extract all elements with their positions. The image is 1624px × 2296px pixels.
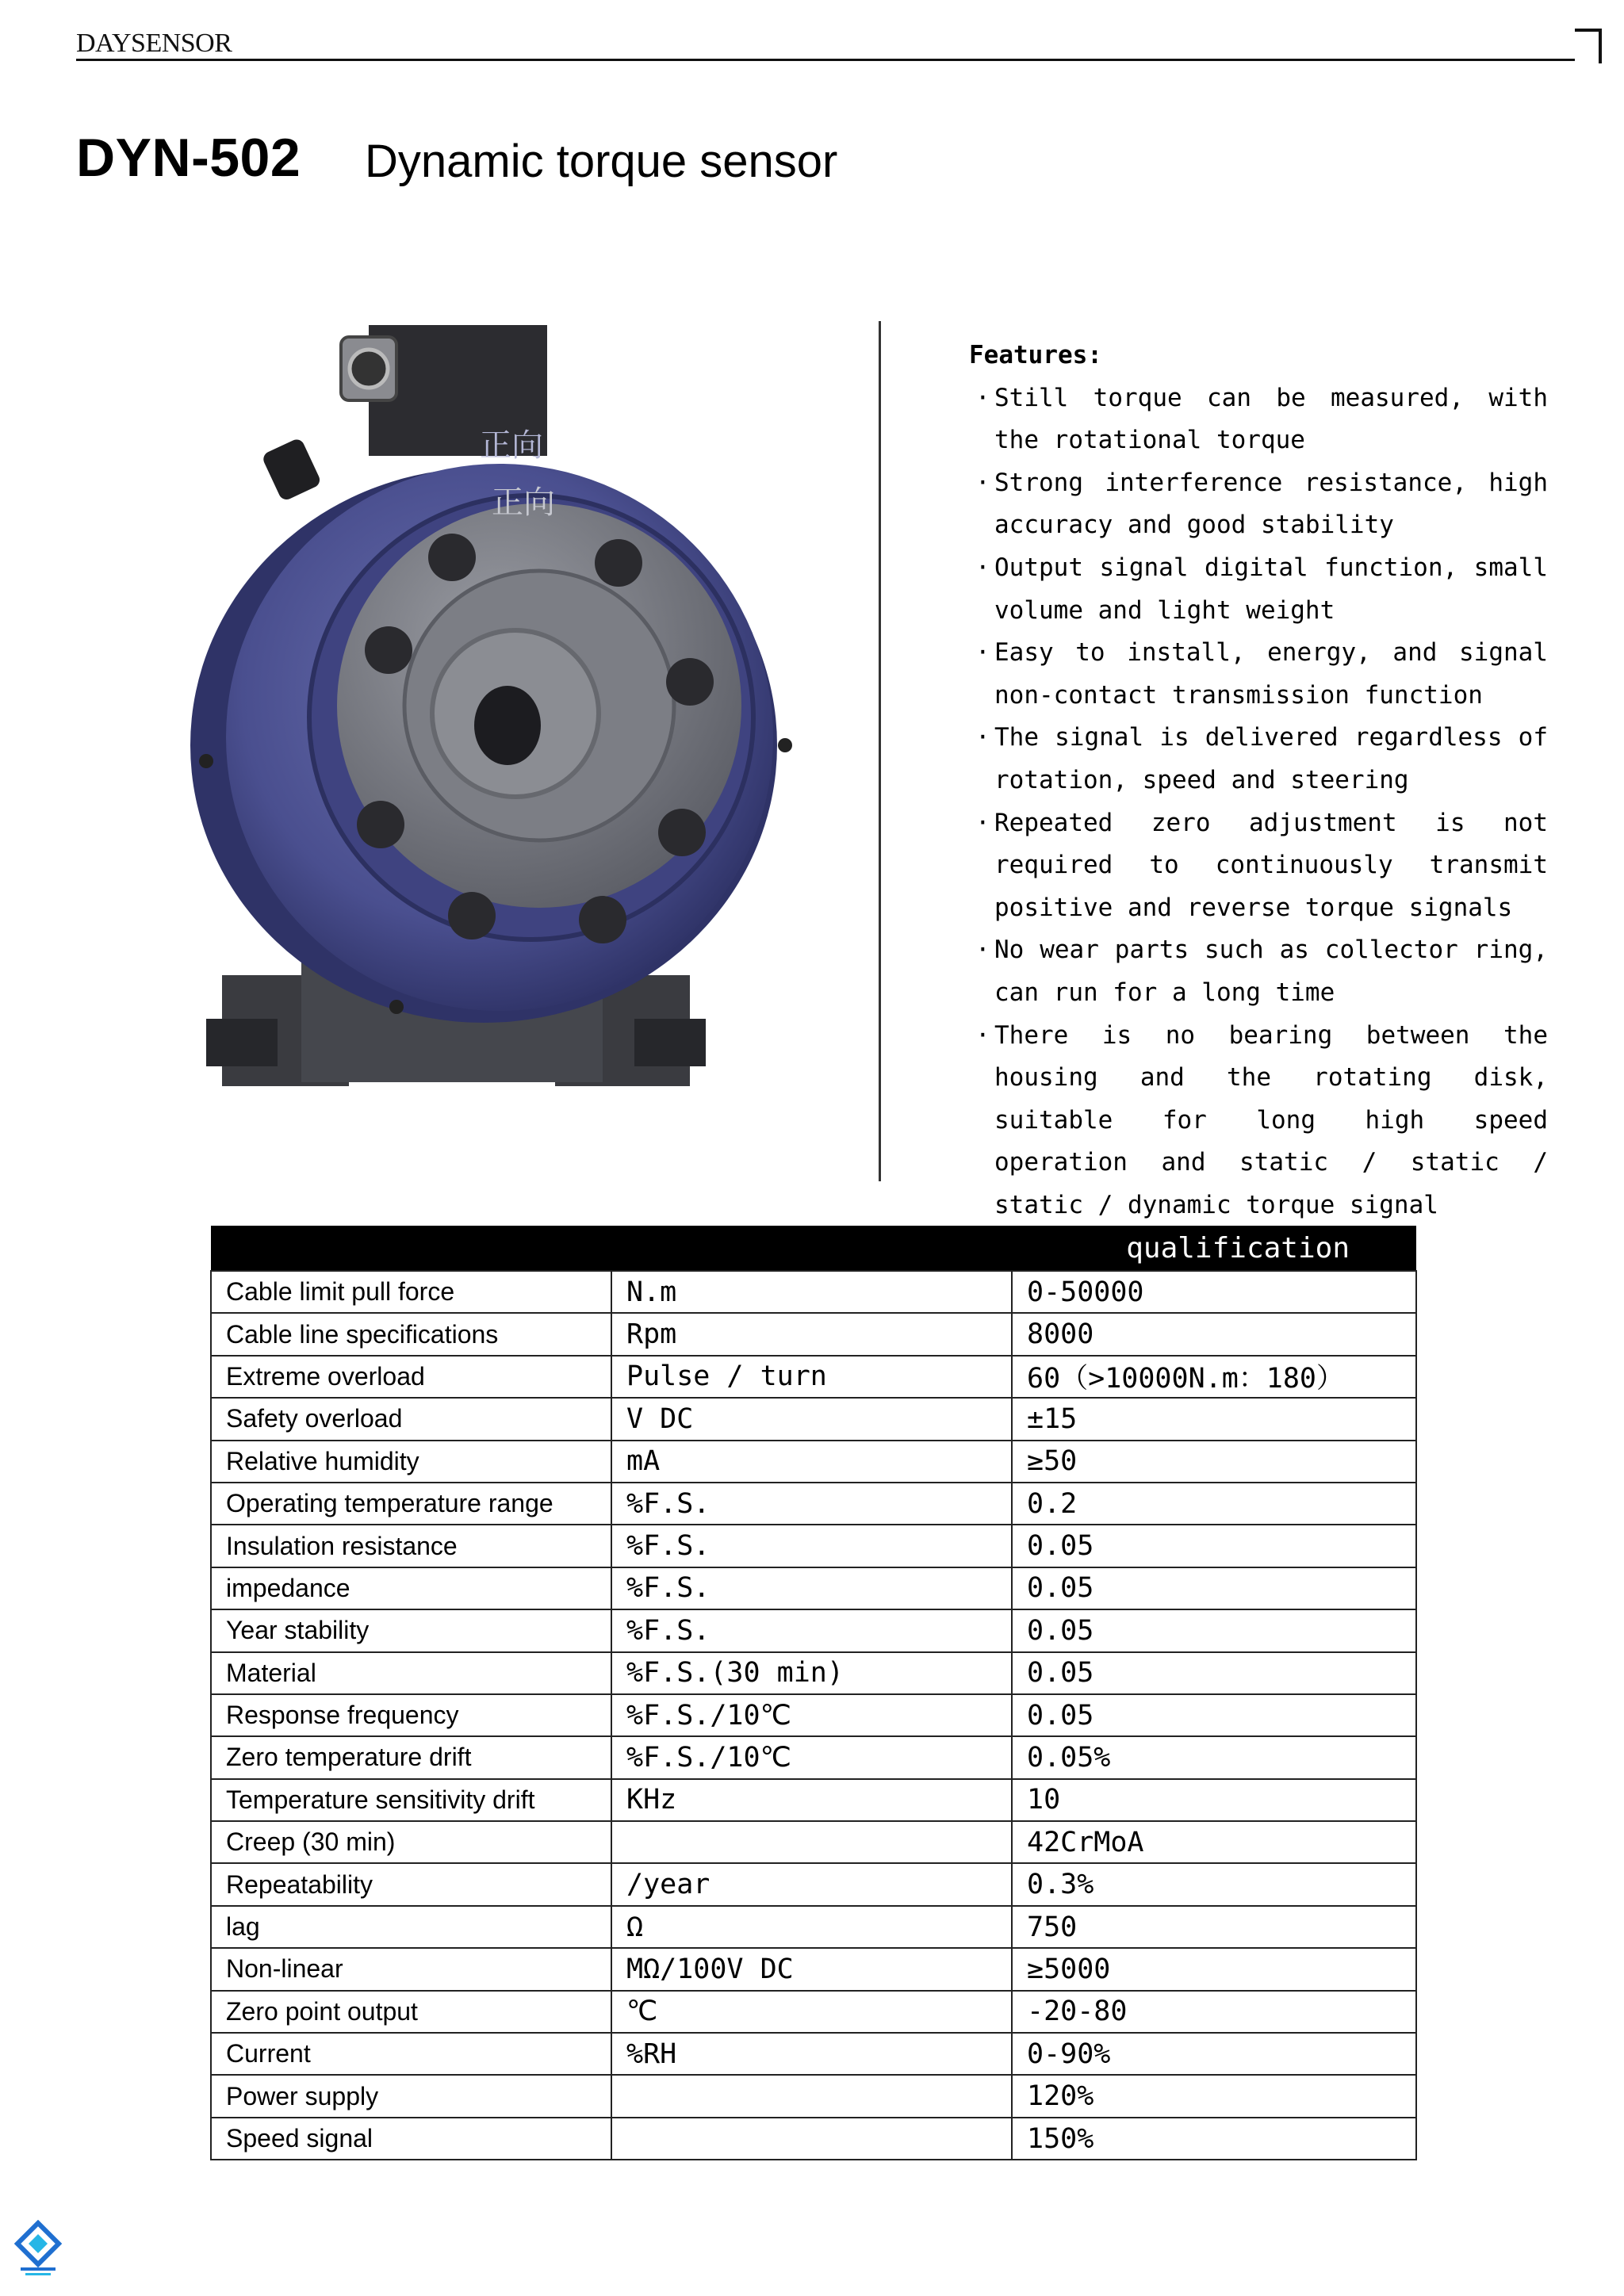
value-cell: 0.05% bbox=[1012, 1736, 1416, 1778]
value-cell: ≥50 bbox=[1012, 1441, 1416, 1483]
table-row bbox=[211, 1271, 1416, 1313]
unit-cell: mA bbox=[611, 1441, 1012, 1483]
value-cell: 0-90% bbox=[1012, 2033, 1416, 2075]
feature-item bbox=[969, 929, 1548, 1014]
unit-cell: %F.S. bbox=[611, 1609, 1012, 1651]
unit-cell: N.m bbox=[611, 1271, 1012, 1313]
table-row bbox=[211, 1356, 1416, 1398]
feature-item bbox=[969, 377, 1548, 462]
table-row bbox=[211, 1863, 1416, 1905]
unit-cell: Rpm bbox=[611, 1313, 1012, 1355]
value-cell: 0.3% bbox=[1012, 1863, 1416, 1905]
bullet-icon: · bbox=[975, 638, 990, 668]
param-cell: Current bbox=[211, 2033, 611, 2075]
header-rule bbox=[76, 59, 1575, 61]
table-row bbox=[211, 1609, 1416, 1651]
value-cell: 150% bbox=[1012, 2118, 1416, 2160]
value-cell: 60（>10000N.m：180） bbox=[1012, 1356, 1416, 1398]
feature-item bbox=[969, 802, 1548, 930]
model-number: DYN-502 bbox=[76, 128, 301, 188]
direction-label-bottom: 正向 bbox=[492, 484, 555, 521]
unit-cell: %F.S. bbox=[611, 1567, 1012, 1609]
param-cell: Year stability bbox=[211, 1609, 611, 1651]
param-cell: Cable limit pull force bbox=[211, 1271, 611, 1313]
param-cell: Speed signal bbox=[211, 2118, 611, 2160]
company-logo-icon bbox=[14, 2220, 62, 2277]
bullet-icon: · bbox=[975, 808, 990, 837]
value-cell: 10 bbox=[1012, 1779, 1416, 1821]
value-cell: 8000 bbox=[1012, 1313, 1416, 1355]
product-title: Dynamic torque sensor bbox=[365, 136, 838, 187]
param-cell: Relative humidity bbox=[211, 1441, 611, 1483]
param-cell: Extreme overload bbox=[211, 1356, 611, 1398]
param-cell: impedance bbox=[211, 1567, 611, 1609]
value-cell: -20-80 bbox=[1012, 1991, 1416, 2033]
brand-name: DAYSENSOR bbox=[76, 29, 232, 58]
table-row bbox=[211, 1821, 1416, 1863]
table-row bbox=[211, 2075, 1416, 2117]
unit-cell: %F.S. bbox=[611, 1525, 1012, 1567]
feature-item bbox=[969, 1015, 1548, 1227]
table-row bbox=[211, 2118, 1416, 2160]
feature-item bbox=[969, 717, 1548, 802]
bullet-icon: · bbox=[975, 1020, 990, 1050]
param-cell: Safety overload bbox=[211, 1398, 611, 1440]
direction-label-top: 正向 bbox=[480, 427, 543, 464]
value-cell: ≥5000 bbox=[1012, 1948, 1416, 1990]
value-cell: 0.05 bbox=[1012, 1652, 1416, 1694]
value-cell: 42CrMoA bbox=[1012, 1821, 1416, 1863]
table-row bbox=[211, 1525, 1416, 1567]
feature-text: Repeated zero adjustment is not required to continuously transmit positive and reverse torque signals bbox=[994, 808, 1548, 922]
spec-table-header: qualification bbox=[211, 1226, 1416, 1271]
unit-cell bbox=[611, 2075, 1012, 2117]
value-cell: 0-50000 bbox=[1012, 1271, 1416, 1313]
table-row bbox=[211, 1313, 1416, 1355]
bullet-icon: · bbox=[975, 553, 990, 582]
feature-item bbox=[969, 632, 1548, 717]
table-row bbox=[211, 1567, 1416, 1609]
table-row bbox=[211, 1483, 1416, 1525]
product-photo bbox=[159, 305, 793, 1146]
bullet-icon: · bbox=[975, 383, 990, 412]
unit-cell: V DC bbox=[611, 1398, 1012, 1440]
bullet-icon: · bbox=[975, 936, 990, 965]
param-cell: Zero temperature drift bbox=[211, 1736, 611, 1778]
value-cell: 0.05 bbox=[1012, 1525, 1416, 1567]
unit-cell: MΩ/100V DC bbox=[611, 1948, 1012, 1990]
table-row bbox=[211, 1906, 1416, 1948]
feature-item bbox=[969, 547, 1548, 632]
column-divider bbox=[879, 321, 881, 1181]
param-cell: Non-linear bbox=[211, 1948, 611, 1990]
feature-text: There is no bearing between the housing and the rotating disk, suitable for long high speed operation and static / static / static / dynamic torque signal bbox=[994, 1020, 1548, 1219]
unit-cell: Ω bbox=[611, 1906, 1012, 1948]
feature-item bbox=[969, 462, 1548, 547]
feature-text: Output signal digital function, small volume and light weight bbox=[994, 553, 1548, 625]
param-cell: Creep (30 min) bbox=[211, 1821, 611, 1863]
unit-cell: %F.S./10℃ bbox=[611, 1694, 1012, 1736]
unit-cell: %F.S./10℃ bbox=[611, 1736, 1012, 1778]
unit-cell: %F.S.(30 min) bbox=[611, 1652, 1012, 1694]
param-cell: Power supply bbox=[211, 2075, 611, 2117]
param-cell: Response frequency bbox=[211, 1694, 611, 1736]
value-cell: 0.05 bbox=[1012, 1694, 1416, 1736]
table-row bbox=[211, 1694, 1416, 1736]
spec-table-body bbox=[211, 1271, 1416, 2160]
unit-cell: KHz bbox=[611, 1779, 1012, 1821]
value-cell: ±15 bbox=[1012, 1398, 1416, 1440]
table-row bbox=[211, 1441, 1416, 1483]
param-cell: Repeatability bbox=[211, 1863, 611, 1905]
param-cell: Insulation resistance bbox=[211, 1525, 611, 1567]
unit-cell: %F.S. bbox=[611, 1483, 1012, 1525]
table-row bbox=[211, 1779, 1416, 1821]
spec-table-header-row bbox=[211, 1226, 1416, 1271]
table-row bbox=[211, 1948, 1416, 1990]
feature-text: Still torque can be measured, with the rotational torque bbox=[994, 383, 1548, 455]
param-cell: Material bbox=[211, 1652, 611, 1694]
table-row bbox=[211, 1398, 1416, 1440]
unit-cell: %RH bbox=[611, 2033, 1012, 2075]
feature-text: The signal is delivered regardless of rotation, speed and steering bbox=[994, 723, 1548, 794]
features-section bbox=[969, 335, 1548, 1226]
feature-text: Strong interference resistance, high accuracy and good stability bbox=[994, 468, 1548, 540]
feature-list bbox=[969, 377, 1548, 1227]
value-cell: 120% bbox=[1012, 2075, 1416, 2117]
spec-table bbox=[210, 1226, 1417, 2160]
bullet-icon: · bbox=[975, 468, 990, 497]
table-row bbox=[211, 1991, 1416, 2033]
param-cell: lag bbox=[211, 1906, 611, 1948]
value-cell: 0.2 bbox=[1012, 1483, 1416, 1525]
param-cell: Cable line specifications bbox=[211, 1313, 611, 1355]
unit-cell: /year bbox=[611, 1863, 1012, 1905]
corner-mark bbox=[1575, 29, 1602, 63]
unit-cell bbox=[611, 1821, 1012, 1863]
value-cell: 0.05 bbox=[1012, 1567, 1416, 1609]
feature-text: No wear parts such as collector ring, can run for a long time bbox=[994, 936, 1548, 1007]
unit-cell: Pulse / turn bbox=[611, 1356, 1012, 1398]
table-row bbox=[211, 2033, 1416, 2075]
param-cell: Zero point output bbox=[211, 1991, 611, 2033]
unit-cell: ℃ bbox=[611, 1991, 1012, 2033]
table-row bbox=[211, 1736, 1416, 1778]
value-cell: 0.05 bbox=[1012, 1609, 1416, 1651]
bullet-icon: · bbox=[975, 723, 990, 752]
unit-cell bbox=[611, 2118, 1012, 2160]
param-cell: Operating temperature range bbox=[211, 1483, 611, 1525]
feature-text: Easy to install, energy, and signal non-contact transmission function bbox=[994, 638, 1548, 710]
features-title: Features: bbox=[969, 341, 1102, 369]
param-cell: Temperature sensitivity drift bbox=[211, 1779, 611, 1821]
table-row bbox=[211, 1652, 1416, 1694]
value-cell: 750 bbox=[1012, 1906, 1416, 1948]
